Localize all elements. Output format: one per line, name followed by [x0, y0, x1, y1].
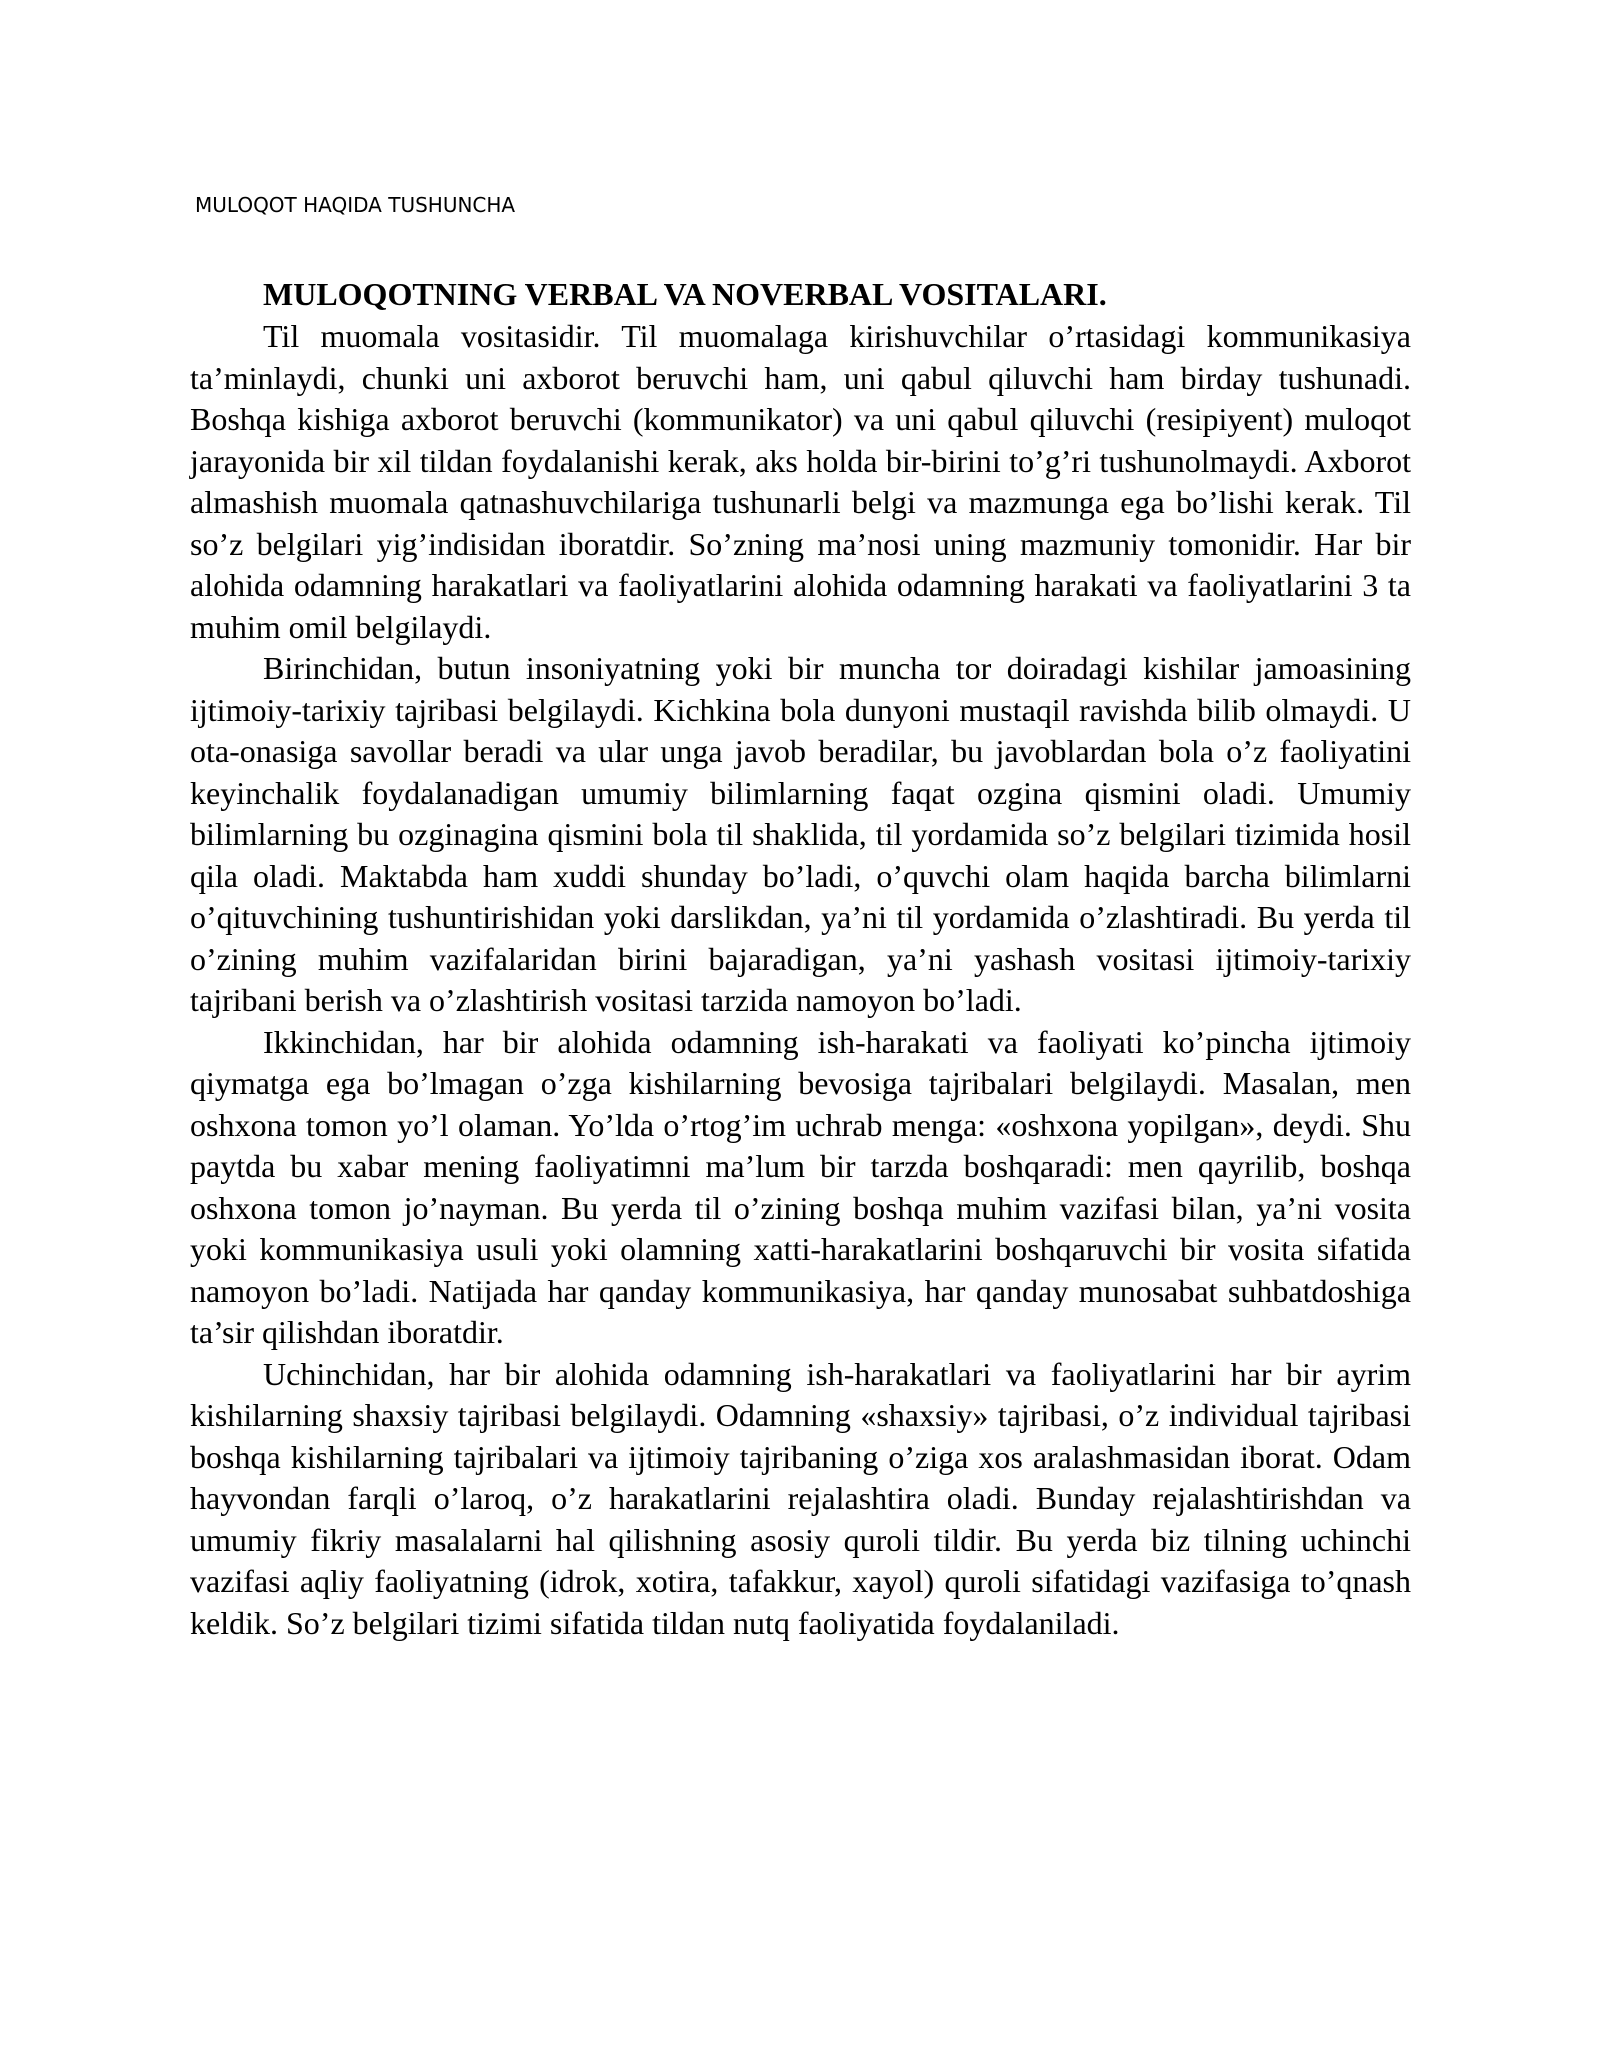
document-title: MULOQOTNING VERBAL VA NOVERBAL VOSITALARI. [263, 276, 1107, 312]
document-body [190, 272, 1411, 1644]
paragraph-intro: Til muomala vositasidir. Til muomalaga kirishuvchilar o’rtasidagi kommunikasiya ta’minlaydi, chunki uni axborot beruvchi ham, uni qabul qiluvchi ham birday tushunadi. Boshqa kishiga axborot beruvchi (kommunikator) va uni qabul qiluvchi (resipiyent) muloqot jarayonida bir xil tildan foydalanishi kerak, aks holda bir-birini to’g’ri tushunolmaydi. Axborot almashish muomala qatnashuvchilariga tushunarli belgi va mazmunga ega bo’lishi kerak. Til so’z belgilari yig’indisidan iboratdir. So’zning ma’nosi uning mazmuniy tomonidir. Har bir alohida odamning harakatlari va faoliyatlarini alohida odamning harakati va faoliyatlarini 3 ta muhim omil belgilaydi. [190, 318, 1411, 645]
paragraph-first-factor: Birinchidan, butun insoniyatning yoki bir muncha tor doiradagi kishilar jamoasining ijtimoiy-tarixiy tajribasi belgilaydi. Kichkina bola dunyoni mustaqil ravishda bilib olmaydi. U ota-onasiga savollar beradi va ular unga javob beradilar, bu javoblardan bola o’z faoliyatini keyinchalik foydalanadigan umumiy bilimlarning faqat ozgina qismini oladi. Umumiy bilimlarning bu ozginagina qismini bola til shaklida, til yordamida so’z belgilari tizimida hosil qila oladi. Maktabda ham xuddi shunday bo’ladi, o’quvchi olam haqida barcha bilimlarni o’qituvchining tushuntirishidan yoki darslikdan, ya’ni til yordamida o’zlashtiradi. Bu yerda til o’zining muhim vazifalaridan birini bajaradigan, ya’ni yashash vositasi ijtimoiy-tarixiy tajribani berish va o’zlashtirish vositasi tarzida namoyon bo’ladi. [190, 650, 1411, 1018]
paragraph-third-factor: Uchinchidan, har bir alohida odamning ish-harakatlari va faoliyatlarini har bir ayrim kishilarning shaxsiy tajribasi belgilaydi. Odamning «shaxsiy» tajribasi, o’z individual tajribasi boshqa kishilarning tajribalari va ijtimoiy tajribaning o’ziga xos aralashmasidan iborat. Odam hayvondan farqli o’laroq, o’z harakatlarini rejalashtira oladi. Bunday rejalashtirishdan va umumiy fikriy masalalarni hal qilishning asosiy quroli tildir. Bu yerda biz tilning uchinchi vazifasi aqliy faoliyatning (idrok, xotira, tafakkur, xayol) quroli sifatidagi vazifasiga to’qnash keldik. So’z belgilari tizimi sifatida tildan nutq faoliyatida foydalaniladi. [190, 1355, 1411, 1641]
paragraph-second-factor: Ikkinchidan, har bir alohida odamning ish-harakati va faoliyati ko’pincha ijtimoiy qiymatga ega bo’lmagan o’zga kishilarning bevosiga tajribalari belgilaydi. Masalan, men oshxona tomon yo’l olaman. Yo’lda o’rtog’im uchrab menga: «oshxona yopilgan», deydi. Shu paytda bu xabar mening faoliyatimni ma’lum bir tarzda boshqaradi: men qayrilib, boshqa oshxona tomon jo’nayman. Bu yerda til o’zining boshqa muhim vazifasi bilan, ya’ni vosita yoki kommunikasiya usuli yoki olamning xatti-harakatlarini boshqaruvchi bir vosita sifatida namoyon bo’ladi. Natijada har qanday kommunikasiya, har qanday munosabat suhbatdoshiga ta’sir qilishdan iboratdir. [190, 1023, 1411, 1350]
page-header: MULOQOT HAQIDA TUSHUNCHA [195, 193, 516, 217]
